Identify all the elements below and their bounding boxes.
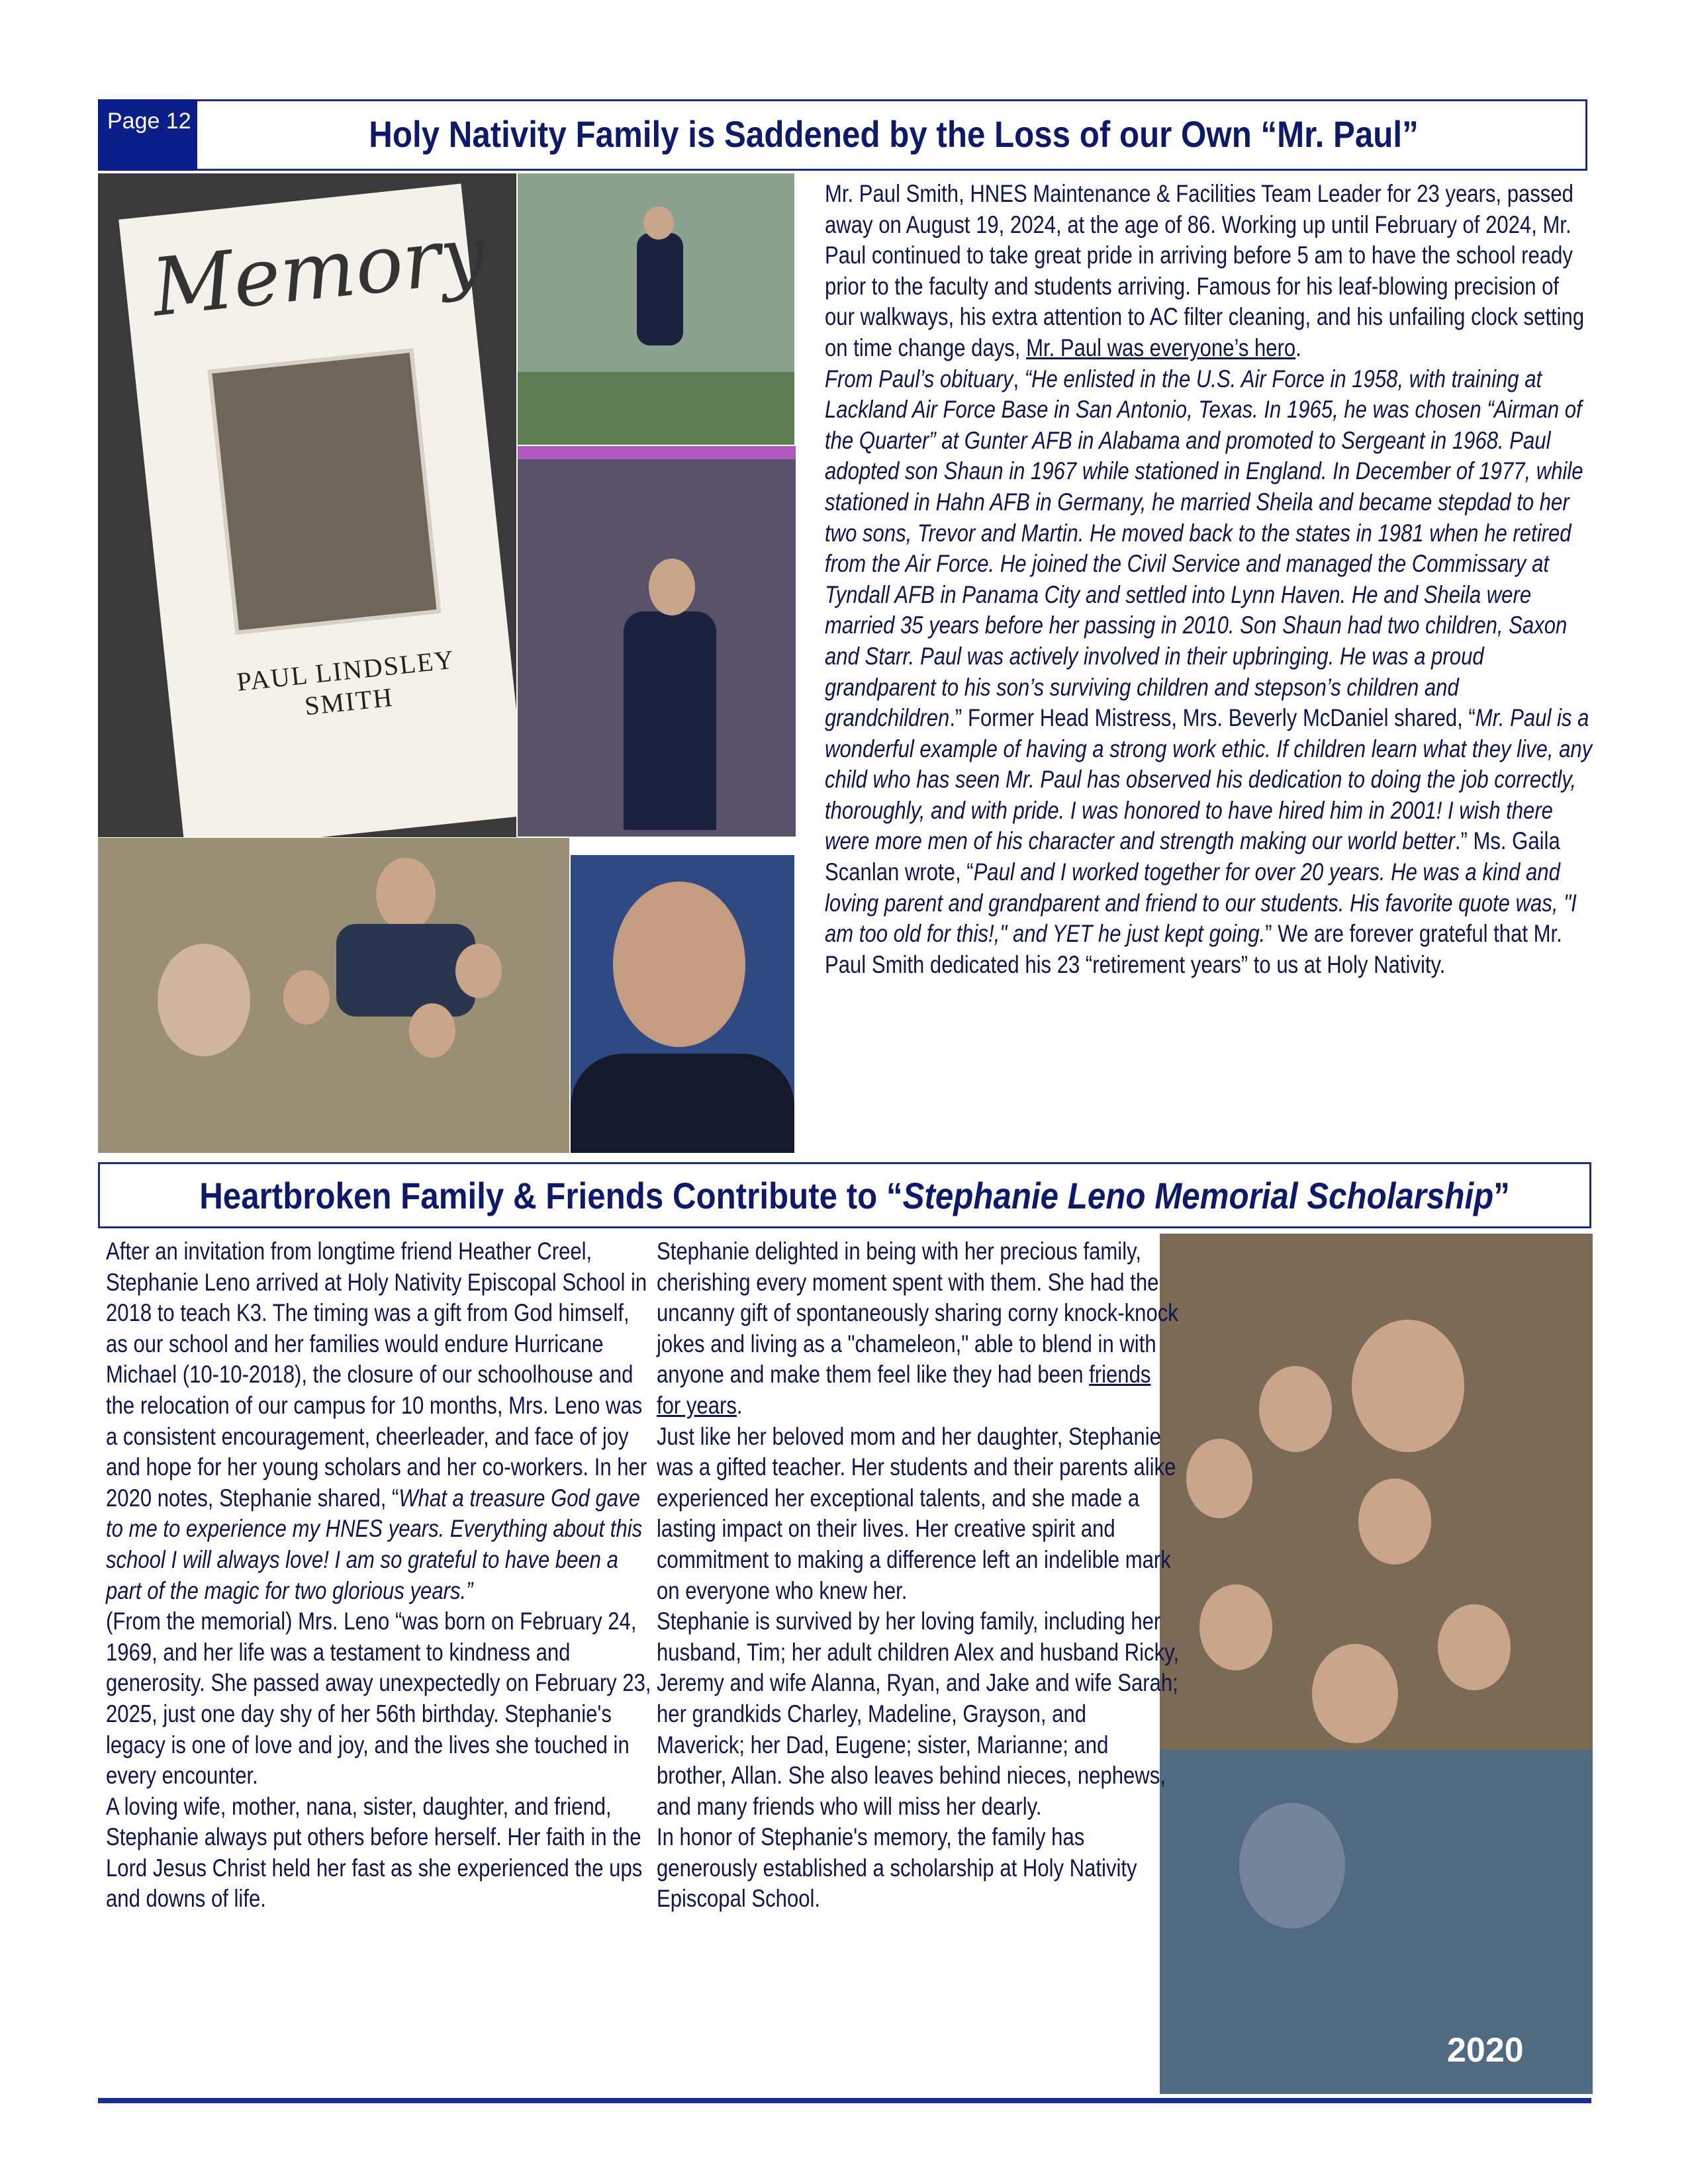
obituary-comma: ,	[1013, 365, 1025, 392]
mr-paul-article	[825, 179, 1592, 980]
leno-faith-paragraph: A loving wife, mother, nana, sister, daughter, and friend, Stephanie always put others before herself. Her faith in the Lord Jesus Christ held her fast as she experienced the ups and downs of life.	[106, 1792, 643, 1913]
footer-rule	[98, 2098, 1591, 2103]
sentence-end: .	[1295, 334, 1301, 361]
obituary-quote: “He enlisted in the U.S. Air Force in 1958, with training at Lackland Air Force Base in San Antonio, Texas. In 1965, he was chosen “Airman of the Quarter” at Gunter AFB in Alabama and promoted to Sergeant in 1968. Paul adopted son Shaun in 1967 while stationed in England. In December of 1977, while stationed in Hahn AFB in Germany, he married Sheila and became stepdad to her two sons, Trevor and Martin. He moved back to the states in 1981 when he retired from the Air Force. He joined the Civil Service and managed the Commissary at Tyndall AFB in Panama City and settled into Lynn Haven. He and Sheila were married 35 years before her passing in 2010. Son Shaun had two children, Saxon and Starr. Paul was actively involved in their upbringing. He was a proud grandparent to his son’s surviving children and stepson’s children and grandchildren	[825, 365, 1583, 732]
hero-phrase: Mr. Paul was everyone’s hero	[1026, 334, 1296, 361]
memorial-card-script: Memory	[148, 208, 491, 335]
mcdaniel-close: .” Ms. Gaila Scanlan wrote, “	[825, 827, 1560, 886]
scholarship-headline	[199, 1174, 1510, 1217]
mcdaniel-quote: Mr. Paul is a wonderful example of having a strong work ethic. If children learn what they live, any child who has seen Mr. Paul has observed his dedication to doing the job correctly, thoroughly, and with pride. I was honored to have hired him in 2001! I wish there were more men of his character and strength making our world better	[825, 704, 1593, 855]
headline-scholarship-name: Stephanie Leno Memorial Scholarship	[902, 1175, 1494, 1216]
memorial-card-paper	[118, 183, 516, 837]
leno-family-paragraph: Stephanie delighted in being with her precious family, cherishing every moment spent with them. She had the uncanny gift of spontaneously sharing corny knock-knock jokes and living as a "chameleon," able to blend in with anyone and make them feel like they had been	[657, 1238, 1178, 1388]
scanlan-close: ” We are forever grateful that Mr. Paul Smith dedicated his 23 “retirement years” to us at Holy Nativity.	[825, 920, 1562, 978]
sentence-end: .	[736, 1391, 743, 1419]
mcdaniel-lead: Former Head Mistress, Mrs. Beverly McDaniel shared, “	[962, 704, 1476, 732]
stephanie-leno-class-photo	[1160, 1234, 1593, 2094]
memorial-card-portrait	[208, 348, 441, 634]
leno-teacher-paragraph: Just like her beloved mom and her daughter, Stephanie was a gifted teacher. Her students and their parents alike experienced her exceptional talents, and she made a lasting impact on their lives. Her creative spirit and commitment to making a difference left an indelible mark on everyone who knew her.	[657, 1422, 1176, 1604]
leno-article-column-2	[657, 1236, 1180, 1915]
memorial-card-photo	[98, 173, 516, 837]
leno-quote: What a treasure God gave to me to experience my HNES years. Everything about this school I will always love! I am so grateful to have been a part of the magic for two glorious years.”	[106, 1484, 643, 1604]
hallway-photo	[518, 446, 796, 837]
obituary-lead: From Paul’s obituary	[825, 365, 1013, 392]
leno-scholarship-paragraph: In honor of Stephanie's memory, the family has generously established a scholarship at Holy Nativity Episcopal School.	[657, 1823, 1137, 1913]
headline-close: ”	[1493, 1175, 1510, 1216]
students-group-photo	[98, 838, 569, 1153]
leno-intro: After an invitation from longtime friend Heather Creel, Stephanie Leno arrived at Holy Nativity Episcopal School in 2018 to teach K3. The timing was a gift from God himself, as our school and her families would endure Hurricane Michael (10-10-2018), the closure of our schoolhouse and the relocation of our campus for 10 months, Mrs. Leno was a consistent encouragement, cheerleader, and face of joy and hope for her young scholars and her co-workers. In her 2020 notes, Stephanie shared, “	[106, 1238, 647, 1512]
leno-survivors-paragraph: Stephanie is survived by her loving family, including her husband, Tim; her adult children Alex and husband Ricky, Jeremy and wife Alanna, Ryan, and Jake and wife Sarah; her grandkids Charley, Madeline, Grayson, and Maverick; her Dad, Eugene; sister, Marianne; and brother, Allan. She also leaves behind nieces, nephews, and many friends who will miss her dearly.	[657, 1608, 1179, 1820]
friends-phrase: friends for years	[657, 1361, 1151, 1419]
obituary-close: .”	[949, 704, 962, 732]
scanlan-quote: Paul and I worked together for over 20 years. He was a kind and loving parent and grandparent and friend to our students. His favorite quote was, "I am too old for this!," and YET he just kept going.	[825, 858, 1577, 948]
page-number-label: Page 12	[98, 99, 197, 171]
headline-lead: Heartbroken Family & Friends Contribute to “	[199, 1175, 903, 1216]
page-title: Holy Nativity Family is Saddened by the Loss of our Own “Mr. Paul”	[369, 113, 1419, 155]
memorial-card-name: PAUL LINDSLEY SMITH	[235, 644, 457, 721]
mr-paul-portrait-photo	[571, 855, 794, 1153]
leno-article-column-1	[106, 1236, 653, 1915]
photo-year-label: 2020	[1447, 2031, 1524, 2070]
leno-memorial-paragraph: (From the memorial) Mrs. Leno “was born on February 24, 1969, and her life was a testament to kindness and generosity. She passed away unexpectedly on February 23, 2025, just one day shy of her 56th birthday. Stephanie's legacy is one of love and joy, and the lives she touched in every encounter.	[106, 1608, 651, 1790]
article-intro: Mr. Paul Smith, HNES Maintenance & Facilities Team Leader for 23 years, passed away on August 19, 2024, at the age of 86. Working up until February of 2024, Mr. Paul continued to take great pride in arriving before 5 am to have the school ready prior to the faculty and students arriving. Famous for his leaf-blowing precision of our walkways, his extra attention to AC filter cleaning, and his unfailing clock setting on time change days,	[825, 180, 1585, 361]
leaf-blower-photo	[518, 173, 794, 445]
